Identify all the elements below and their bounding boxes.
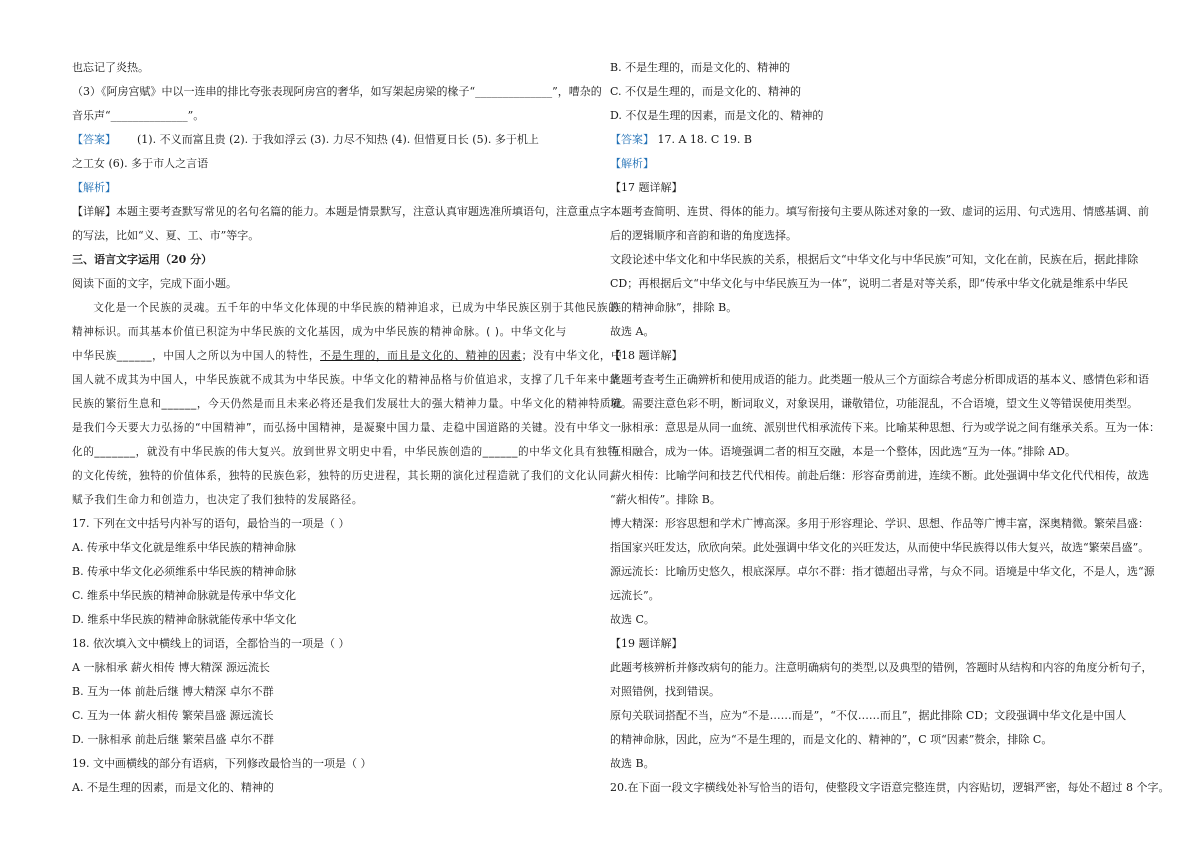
q19-option-a: A. 不是生理的因素，而是文化的、精神的 [72,781,274,794]
detail-line: 故选 C。 [610,613,655,626]
detail-line: 本题考查简明、连贯、得体的能力。填写衔接句主要从陈述对象的一致、虚词的运用、句式选用、情感基调、前 [610,205,1149,218]
detail-line: 对照错例，找到错误。 [610,685,720,698]
question-19: 19. 文中画横线的部分有语病，下列修改最恰当的一项是（ ） [72,757,372,770]
passage-line: 的文化传统，独特的价值体系，独特的民族色彩，独特的历史进程，其长期的演化过程造就了我们的文化认同， [72,470,621,482]
q17-option-d: D. 维系中华民族的精神命脉就能传承中华文化 [72,613,297,626]
q19-option-c: C. 不仅是生理的，而是文化的、精神的 [610,85,802,98]
detail-line: 互相融合，成为一体。语境强调二者的相互交融，本是一个整体，因此选“互为一体。”排除 AD。 [610,445,1077,458]
detail-line: 的精神命脉，因此，应为“不是生理的，而是文化的、精神的”，C 项“因素”赘余，排除 C。 [610,733,1053,746]
detail-line: 后的逻辑顺序和音韵和谐的角度选择。 [610,229,797,242]
read-prompt: 阅读下面的文字，完成下面小题。 [72,277,237,290]
q19-option-b: B. 不是生理的，而是文化的、精神的 [610,61,791,74]
left-column [72,56,623,800]
detail-line: 博大精深：形容思想和学术广博高深。多用于形容理论、学识、思想、作品等广博丰富，深奥精微。繁荣昌盛： [610,517,1149,530]
passage-line: 民族的繁衍生息和______，今天仍然是而且未来必将还是我们发展壮大的强大精神力量。中华文化的精神特质就 [72,398,623,410]
q17-option-a: A. 传承中华文化就是维系中华民族的精神命脉 [72,541,296,554]
passage-line: 国人就不成其为中国人，中华民族就不成其为中华民族。中华文化的精神品格与价值追求，支撑了几千年来中华 [72,374,621,386]
q18-option-c: C. 互为一体 薪火相传 繁荣昌盛 源远流长 [72,709,274,722]
section-title: 三、语言文字运用（20 分） [72,253,213,266]
answer-line [610,128,1130,152]
detail-line: 远流长”。 [610,589,660,602]
passage-line: 精神标识。而其基本价值已积淀为中华民族的文化基因，成为中华民族的精神命脉。( )。中华文化与 [72,326,567,338]
detail-line-1: 【详解】本题主要考查默写常见的名句名篇的能力。本题是情景默写，注意认真审题选准所填语句，注意重点字 [72,205,611,218]
detail-line: 指国家兴旺发达，欣欣向荣。此处强调中华文化的兴旺发达，从而使中华民族得以伟大复兴，故选“繁荣昌盛”。 [610,541,1150,554]
question-20: 20.在下面一段文字横线处补写恰当的语句，使整段文字语意完整连贯，内容贴切，逻辑严密，每处不超过 8 个字。 [610,781,1170,794]
detail-line: 源远流长：比喻历史悠久，根底深厚。卓尔不群：指才德超出寻常，与众不同。语境是中华文化，不是人，选“源 [610,565,1155,578]
passage-line: 是我们今天要大力弘扬的“中国精神”，而弘扬中国精神，是凝聚中国力量、走稳中国道路的关键。没有中华文 [72,422,611,434]
q18-option-b: B. 互为一体 前赴后继 博大精深 卓尔不群 [72,685,274,698]
detail-line: 一脉相承：意思是从同一血统、派别世代相承流传下来。比喻某种思想、行为或学说之间有继承关系。互为一体： [610,421,1160,434]
q19-option-d: D. 不仅是生理的因素，而是文化的、精神的 [610,109,824,122]
question-3-line-1: （3）《阿房宫赋》中以一连串的排比夸张表现阿房宫的奢华，如写架起房梁的椽子“______________”，嘈杂的 [72,85,602,98]
detail-18-title: 【18 题详解】 [610,349,683,362]
right-column [610,56,1170,800]
answer-text: 17. A 18. C 19. B [657,133,752,146]
detail-line: 族的精神命脉”，排除 B。 [610,301,738,314]
question-3-line-2: 音乐声“______________”。 [72,109,205,122]
q18-option-d: D. 一脉相承 前赴后继 繁荣昌盛 卓尔不群 [72,733,274,746]
detail-line: 故选 A。 [610,325,655,338]
detail-line: CD；再根据后文“中华文化与中华民族互为一体”，说明二者是对等关系，即“传承中华文化就是维系中华民 [610,277,1129,290]
answer-line-2: 之工女 (6). 多于市人之言语 [72,157,209,170]
question-17: 17. 下列在文中括号内补写的语句，最恰当的一项是（ ） [72,517,350,530]
answer-label: 【答案】 [610,133,654,146]
detail-19-title: 【19 题详解】 [610,637,683,650]
analysis-label: 【解析】 [72,181,116,194]
passage-segment: 中华民族______，中国人之所以为中国人的特性， [72,350,321,362]
answer-text: (1). 不义而富且贵 (2). 于我如浮云 (3). 力尽不知热 (4). 但惜夏日长 (5). 多于机上 [137,133,539,146]
answer-line-1 [72,128,572,152]
passage-line: 化的_______，就没有中华民族的伟大复兴。放到世界文明史中看，中华民族创造的______的中华文化具有独特 [72,446,619,458]
detail-line: 薪火相传：比喻学问和技艺代代相传。前赴后继：形容奋勇前进，连续不断。此处强调中华文化代代相传，故选 [610,469,1149,482]
passage-segment: ；没有中华文化，中 [521,350,623,362]
q17-option-b: B. 传承中华文化必须维系中华民族的精神命脉 [72,565,297,578]
detail-line: 境。需要注意色彩不明，断词取义，对象误用，谦敬错位，功能混乱，不合语境，望文生义等错误使用类型。 [610,397,1138,410]
text-line: 也忘记了炎热。 [72,61,149,74]
detail-line: 此题考查考生正确辨析和使用成语的能力。此类题一般从三个方面综合考虑分析即成语的基本义、感情色彩和语 [610,373,1149,386]
detail-line: 文段论述中华文化和中华民族的关系，根据后文“中华文化与中华民族”可知，文化在前，民族在后，据此排除 [610,253,1139,266]
underlined-sentence: 不是生理的，而且是文化的、精神的因素 [320,350,522,362]
passage-line: 赋予我们生命力和创造力，也决定了我们独特的发展路径。 [72,494,364,506]
detail-line: 原句关联词搭配不当，应为“不是……而是”，“不仅……而且”，据此排除 CD；文段强调中华文化是中国人 [610,709,1127,722]
q17-option-c: C. 维系中华民族的精神命脉就是传承中华文化 [72,589,297,602]
detail-line: “薪火相传”。排除 B。 [610,493,721,506]
detail-line: 此题考核辨析并修改病句的能力。注意明确病句的类型,以及典型的错例，答题时从结构和内容的角度分析句子， [610,661,1153,674]
analysis-label: 【解析】 [610,157,654,170]
passage-line [72,344,623,368]
passage [72,296,623,512]
passage-line: 文化是一个民族的灵魂。五千年的中华文化体现的中华民族的精神追求，已成为中华民族区别于其他民族的 [93,302,620,314]
detail-line-2: 的写法，比如“义、夏、工、市”等字。 [72,229,260,242]
q18-option-a: A 一脉相承 薪火相传 博大精深 源远流长 [72,661,270,674]
question-18: 18. 依次填入文中横线上的词语，全都恰当的一项是（ ） [72,637,350,650]
detail-17-title: 【17 题详解】 [610,181,683,194]
answer-label: 【答案】 [72,133,116,146]
detail-line: 故选 B。 [610,757,655,770]
